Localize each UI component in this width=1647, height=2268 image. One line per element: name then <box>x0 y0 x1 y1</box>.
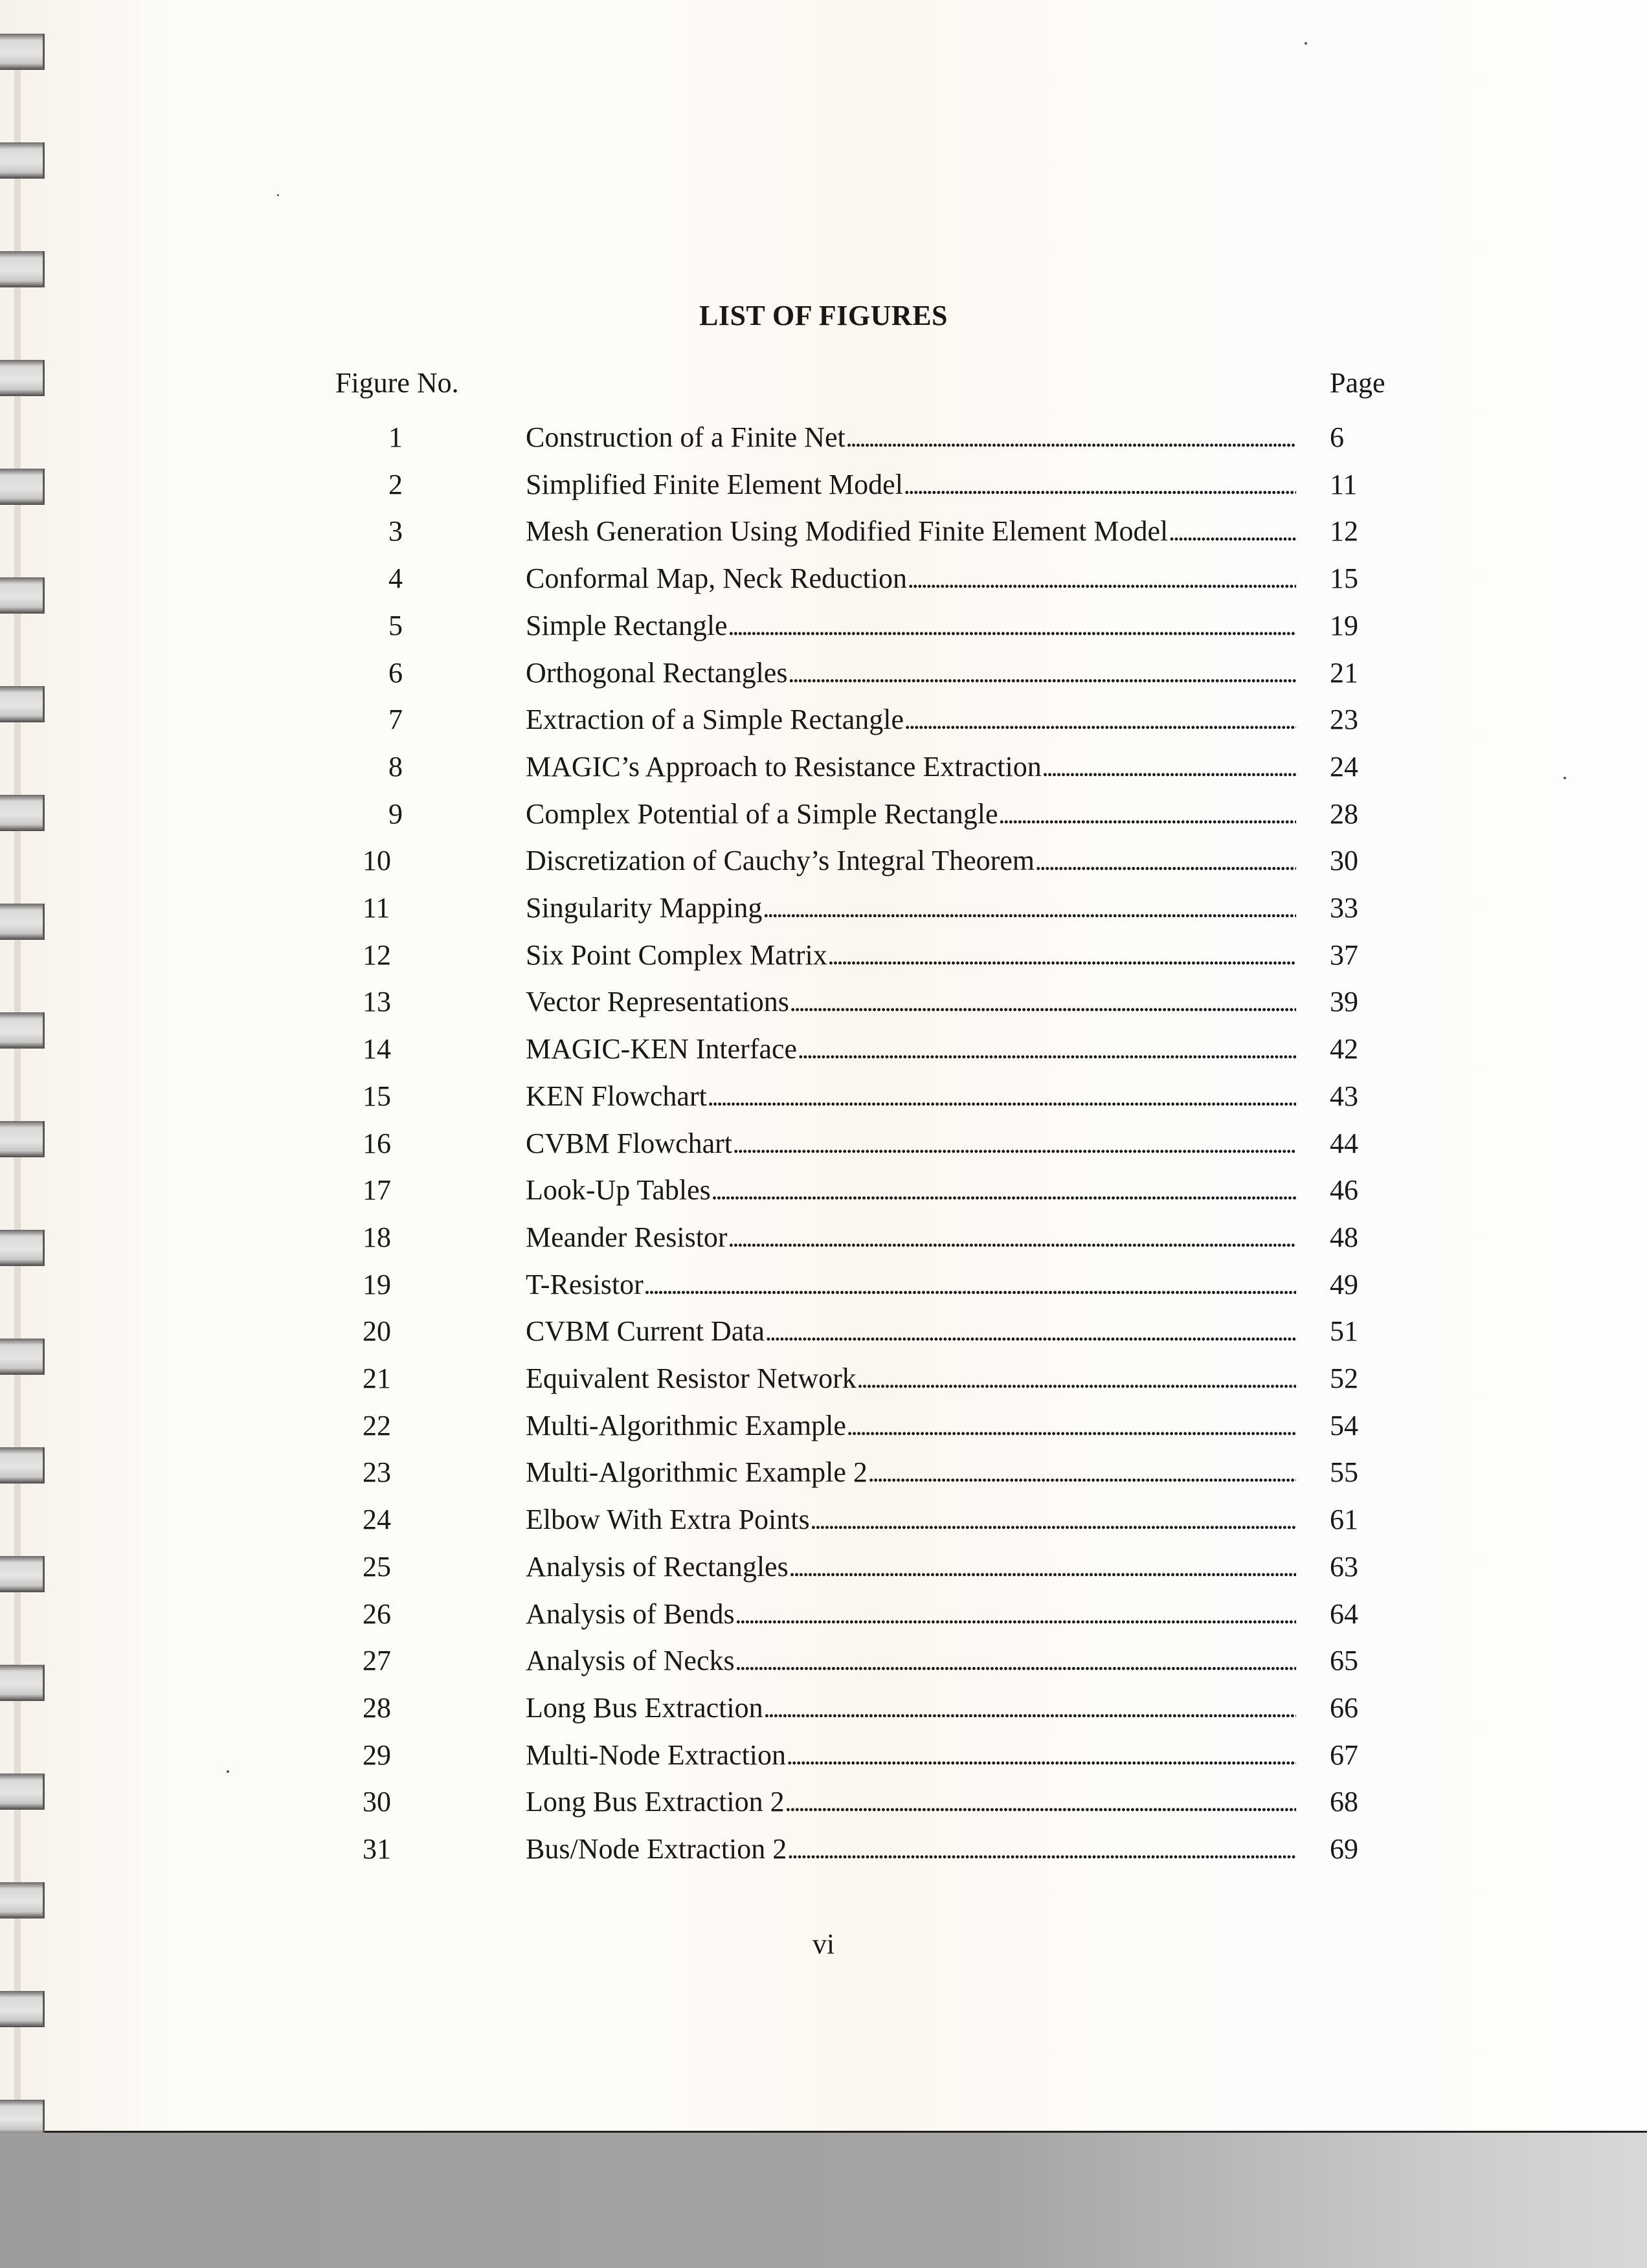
figure-title-with-leader-dots <box>526 1355 1296 1405</box>
figure-list-entry <box>0 1073 1647 1120</box>
figure-number: 3 <box>388 515 403 548</box>
figure-title-with-leader-dots <box>526 696 1296 746</box>
figure-number: 20 <box>363 1315 391 1348</box>
figure-number: 8 <box>388 750 403 783</box>
figure-number: 25 <box>363 1550 391 1583</box>
figure-title: Equivalent Resistor Network <box>526 1362 857 1394</box>
figure-title: Elbow With Extra Points <box>526 1504 810 1536</box>
figure-title-with-leader-dots <box>526 603 1296 652</box>
figure-number: 9 <box>388 797 403 830</box>
figure-list-entry <box>0 1685 1647 1731</box>
figure-number: 17 <box>363 1174 391 1206</box>
figure-page-number: 67 <box>1330 1739 1358 1771</box>
figure-title: Meander Resistor <box>526 1221 728 1253</box>
binding-hole <box>14 2027 21 2100</box>
figure-title: Long Bus Extraction <box>526 1691 763 1724</box>
figure-page-number: 54 <box>1330 1409 1358 1441</box>
figure-list-entry <box>0 1403 1647 1449</box>
binding-ring <box>0 142 45 179</box>
figure-title: MAGIC’s Approach to Resistance Extraction <box>526 750 1042 783</box>
figure-title: Analysis of Necks <box>526 1645 735 1677</box>
figure-list-entry <box>0 603 1647 649</box>
figure-title: CVBM Flowchart <box>526 1127 732 1159</box>
figure-list-entry <box>0 791 1647 838</box>
column-header-figure-no: Figure No. <box>335 367 459 399</box>
figure-title-with-leader-dots <box>526 1262 1296 1311</box>
figure-list-entry <box>0 1591 1647 1638</box>
figure-list-entry <box>0 1732 1647 1779</box>
figure-title-with-leader-dots <box>526 1732 1296 1782</box>
figure-list-entry <box>0 555 1647 602</box>
figure-title-with-leader-dots <box>526 1496 1296 1546</box>
figure-title: Orthogonal Rectangles <box>526 656 788 689</box>
figure-page-number: 39 <box>1330 986 1358 1018</box>
figure-title-with-leader-dots <box>526 1120 1296 1170</box>
figure-title-with-leader-dots <box>526 1826 1296 1876</box>
scan-speck <box>277 194 279 196</box>
figure-number: 6 <box>388 656 403 689</box>
figure-page-number: 51 <box>1330 1315 1358 1348</box>
figure-title: Analysis of Rectangles <box>526 1550 789 1583</box>
figure-page-number: 24 <box>1330 750 1358 783</box>
figure-title: Multi-Algorithmic Example 2 <box>526 1456 868 1489</box>
figure-list-entry <box>0 1355 1647 1402</box>
figure-number: 24 <box>363 1504 391 1536</box>
figure-list-entry <box>0 1120 1647 1167</box>
figure-title-with-leader-dots <box>526 461 1296 511</box>
figure-list-entry <box>0 1214 1647 1261</box>
figure-title: T-Resistor <box>526 1268 644 1300</box>
figure-title: Extraction of a Simple Rectangle <box>526 704 904 736</box>
scanner-background <box>0 2133 1647 2268</box>
figure-page-number: 6 <box>1330 421 1344 453</box>
figure-list-entry <box>0 744 1647 790</box>
figure-page-number: 21 <box>1330 656 1358 689</box>
figure-title: Multi-Node Extraction <box>526 1739 787 1771</box>
figure-page-number: 55 <box>1330 1456 1358 1489</box>
figure-title-with-leader-dots <box>526 838 1296 887</box>
figure-title: Analysis of Bends <box>526 1597 735 1630</box>
column-header-page: Page <box>1330 367 1385 399</box>
figure-list-entry <box>0 932 1647 979</box>
figure-number: 18 <box>363 1221 391 1253</box>
figure-page-number: 19 <box>1330 609 1358 641</box>
figure-list-entry <box>0 1638 1647 1684</box>
figure-title-with-leader-dots <box>526 791 1296 841</box>
figure-number: 14 <box>363 1033 391 1065</box>
figure-list-entry <box>0 885 1647 931</box>
figure-number: 31 <box>363 1833 391 1865</box>
figure-list-entry <box>0 1449 1647 1496</box>
figure-number: 15 <box>363 1080 391 1112</box>
figure-title: Singularity Mapping <box>526 892 763 924</box>
figure-number: 30 <box>363 1786 391 1818</box>
binding-ring <box>0 360 45 396</box>
figure-title: MAGIC-KEN Interface <box>526 1033 798 1065</box>
figure-title-with-leader-dots <box>526 744 1296 794</box>
figure-title: Look-Up Tables <box>526 1174 711 1206</box>
figure-list-entry <box>0 1826 1647 1873</box>
figure-title-with-leader-dots <box>526 1214 1296 1264</box>
figure-title-with-leader-dots <box>526 650 1296 700</box>
scan-speck <box>1305 42 1307 45</box>
figure-title: Construction of a Finite Net <box>526 421 846 453</box>
figure-page-number: 42 <box>1330 1033 1358 1065</box>
figure-number: 16 <box>363 1127 391 1159</box>
figure-page-number: 49 <box>1330 1268 1358 1300</box>
figure-page-number: 43 <box>1330 1080 1358 1112</box>
figure-title-with-leader-dots <box>526 414 1296 464</box>
figure-title: Simple Rectangle <box>526 609 728 641</box>
scan-speck <box>1563 777 1566 779</box>
figure-title-with-leader-dots <box>526 1544 1296 1594</box>
figure-number: 28 <box>363 1691 391 1724</box>
figure-number: 1 <box>388 421 403 453</box>
figure-list-entry <box>0 1779 1647 1825</box>
figure-page-number: 65 <box>1330 1645 1358 1677</box>
figure-title: Multi-Algorithmic Example <box>526 1409 846 1441</box>
figure-list-entry <box>0 838 1647 884</box>
figure-list-entry <box>0 696 1647 743</box>
figure-page-number: 44 <box>1330 1127 1358 1159</box>
binding-ring <box>0 1882 45 1918</box>
figure-title: Discretization of Cauchy’s Integral Theorem <box>526 845 1035 877</box>
figure-number: 7 <box>388 704 403 736</box>
figure-title: CVBM Current Data <box>526 1315 765 1348</box>
figure-page-number: 64 <box>1330 1597 1358 1630</box>
figure-page-number: 68 <box>1330 1786 1358 1818</box>
figure-title: Six Point Complex Matrix <box>526 939 827 971</box>
binding-ring <box>0 34 45 70</box>
figure-number: 2 <box>388 468 403 500</box>
page-number: vi <box>812 1928 835 1960</box>
figure-title-with-leader-dots <box>526 1403 1296 1452</box>
page-title: LIST OF FIGURES <box>699 300 948 331</box>
figure-number: 22 <box>363 1409 391 1441</box>
figure-number: 27 <box>363 1645 391 1677</box>
figure-title: Simplified Finite Element Model <box>526 468 903 500</box>
figure-title-with-leader-dots <box>526 1073 1296 1123</box>
figure-title-with-leader-dots <box>526 932 1296 982</box>
figure-page-number: 52 <box>1330 1362 1358 1394</box>
figure-number: 11 <box>363 892 390 924</box>
figure-title-with-leader-dots <box>526 1449 1296 1499</box>
figure-page-number: 69 <box>1330 1833 1358 1865</box>
figure-title: Vector Representations <box>526 986 789 1018</box>
figure-title-with-leader-dots <box>526 1591 1296 1641</box>
figure-title: Long Bus Extraction 2 <box>526 1786 785 1818</box>
binding-hole <box>14 70 21 142</box>
figure-number: 4 <box>388 562 403 595</box>
figure-number: 13 <box>363 986 391 1018</box>
figure-page-number: 33 <box>1330 892 1358 924</box>
figure-number: 10 <box>363 845 391 877</box>
figure-list-entry <box>0 1496 1647 1543</box>
binding-ring <box>0 251 45 287</box>
figure-title-with-leader-dots <box>526 1167 1296 1217</box>
figure-title-with-leader-dots <box>526 1026 1296 1076</box>
figure-title-with-leader-dots <box>526 885 1296 935</box>
binding-ring <box>0 1991 45 2027</box>
figure-list-entry <box>0 1308 1647 1355</box>
figure-page-number: 63 <box>1330 1550 1358 1583</box>
figure-title-with-leader-dots <box>526 508 1296 558</box>
figure-page-number: 30 <box>1330 845 1358 877</box>
figure-page-number: 61 <box>1330 1504 1358 1536</box>
figure-list-entry <box>0 508 1647 555</box>
figure-page-number: 12 <box>1330 515 1358 548</box>
figure-list-entry <box>0 461 1647 508</box>
scan-speck <box>227 1770 229 1773</box>
figure-number: 19 <box>363 1268 391 1300</box>
figure-number: 26 <box>363 1597 391 1630</box>
figure-page-number: 37 <box>1330 939 1358 971</box>
figure-number: 29 <box>363 1739 391 1771</box>
figure-number: 5 <box>388 609 403 641</box>
figure-page-number: 11 <box>1330 468 1358 500</box>
figure-number: 12 <box>363 939 391 971</box>
figure-title-with-leader-dots <box>526 1308 1296 1358</box>
figure-list-entry <box>0 979 1647 1025</box>
figure-page-number: 23 <box>1330 704 1358 736</box>
figure-title-with-leader-dots <box>526 979 1296 1028</box>
figure-number: 23 <box>363 1456 391 1489</box>
figure-title: KEN Flowchart <box>526 1080 707 1112</box>
figure-title: Complex Potential of a Simple Rectangle <box>526 797 998 830</box>
binding-ring <box>0 2100 45 2136</box>
figure-number: 21 <box>363 1362 391 1394</box>
figure-title-with-leader-dots <box>526 1779 1296 1829</box>
figure-page-number: 28 <box>1330 797 1358 830</box>
figure-title: Bus/Node Extraction 2 <box>526 1833 787 1865</box>
figure-list-entry <box>0 650 1647 696</box>
figure-page-number: 66 <box>1330 1691 1358 1724</box>
figure-list-entry <box>0 1262 1647 1308</box>
figure-title: Conformal Map, Neck Reduction <box>526 562 907 595</box>
binding-hole <box>14 179 21 251</box>
figure-page-number: 46 <box>1330 1174 1358 1206</box>
figure-page-number: 48 <box>1330 1221 1358 1253</box>
figure-list-entry <box>0 1544 1647 1590</box>
figure-list-entry <box>0 1026 1647 1073</box>
figure-list-entry <box>0 1167 1647 1214</box>
figure-page-number: 15 <box>1330 562 1358 595</box>
figure-list-entry <box>0 414 1647 461</box>
figure-title-with-leader-dots <box>526 1685 1296 1735</box>
figure-title-with-leader-dots <box>526 1638 1296 1687</box>
figure-title-with-leader-dots <box>526 555 1296 605</box>
figure-title: Mesh Generation Using Modified Finite Element Model <box>526 515 1169 548</box>
